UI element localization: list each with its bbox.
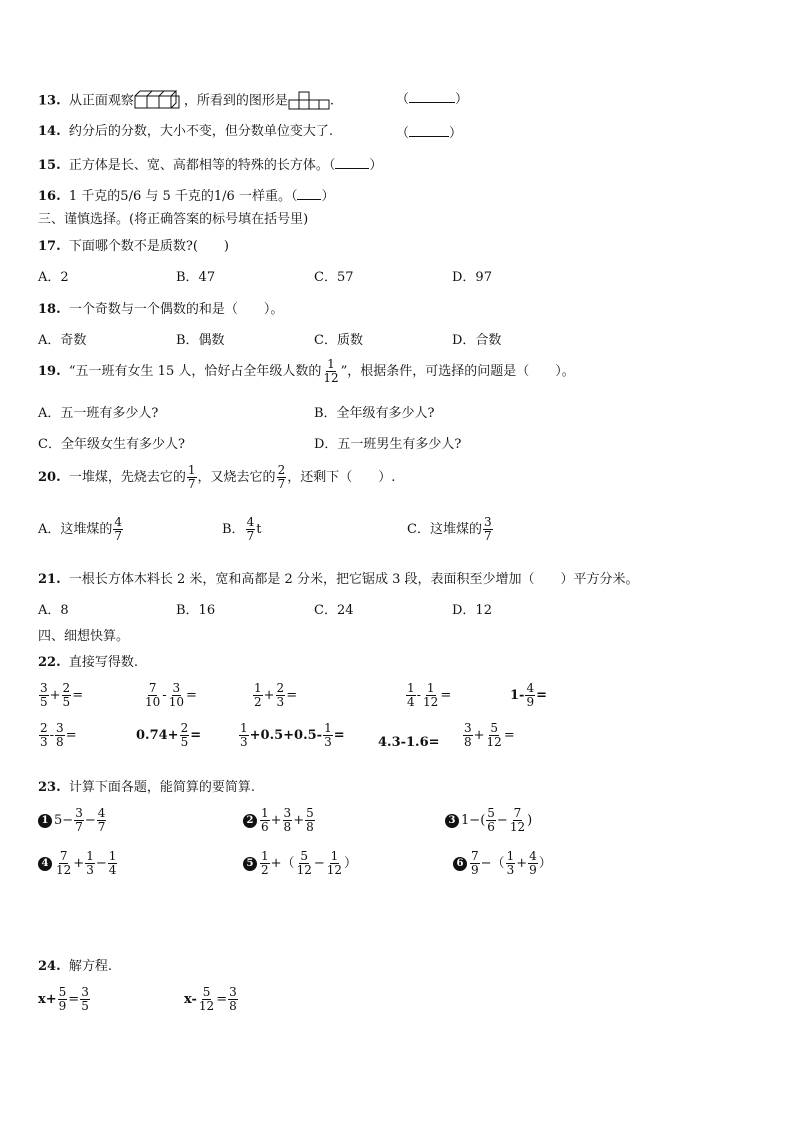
q23-problem-2: 2 $\frac{1}{6}$ + $\frac{3}{8}$ + $\frac{5}{8}$ — [243, 807, 316, 834]
q20-option-b[interactable]: B． $\frac{4}{7}$ t — [222, 515, 262, 543]
q23-problem-6: 6 $\frac{7}{9}$ −（ $\frac{1}{3}$ + $\frac{4}{9}$ ） — [453, 850, 552, 877]
q17-option-a[interactable]: A．2 — [38, 270, 69, 285]
question-19: 19. “五一班有女生 15 人，恰好占全年级人数的 $\frac{1}{12}$ ”，根据条件，可选择的问题是（ ）。 — [38, 357, 575, 385]
q23-problem-3: 3 1−( $\frac{5}{6}$ − $\frac{7}{12}$ ) — [445, 807, 532, 834]
q22-item-1: $\frac{3}{5}$ + $\frac{2}{5}$ = — [40, 681, 84, 709]
q23-problem-4: 4 $\frac{7}{12}$ + $\frac{1}{3}$ − $\frac{1}{4}$ — [38, 850, 118, 877]
q22-item-2: $\frac{7}{10}$ - $\frac{3}{10}$ = — [145, 681, 197, 709]
question-21: 21. 一根长方体木料长 2 米，宽和高都是 2 分米，把它锯成 3 段，表面积至少增加（ ）平方分米。 — [38, 572, 639, 587]
q18-option-d[interactable]: D．合数 — [452, 333, 502, 348]
q21-option-b[interactable]: B．16 — [176, 603, 216, 618]
q22-item-4: $\frac{1}{4}$ - $\frac{1}{12}$ = — [407, 681, 452, 709]
q19-option-d[interactable]: D．五一班男生有多少人? — [314, 437, 462, 452]
section-3-heading: 三、谨慎选择。(将正确答案的标号填在括号里) — [38, 212, 309, 227]
q21-option-d[interactable]: D．12 — [452, 603, 492, 618]
q21-option-c[interactable]: C．24 — [314, 603, 354, 618]
question-18: 18. 一个奇数与一个偶数的和是（ ）。 — [38, 302, 284, 317]
q22-item-10: $\frac{3}{8}$ + $\frac{5}{12}$ = — [464, 721, 515, 749]
q24-equation-1: x+ $\frac{5}{9}$ = $\frac{3}{5}$ — [38, 985, 89, 1013]
q18-option-c[interactable]: C．质数 — [314, 333, 363, 348]
question-14: 14. 约分后的分数，大小不变，但分数单位变大了. — [38, 124, 334, 139]
fraction: $\frac{1}{7}$ — [187, 463, 196, 491]
question-17: 17. 下面哪个数不是质数?( ) — [38, 239, 230, 254]
q22-item-9: 4.3-1.6= — [378, 735, 440, 750]
q22-item-3: $\frac{1}{2}$ + $\frac{2}{3}$ = — [254, 681, 298, 709]
q17-option-b[interactable]: B．47 — [176, 270, 216, 285]
q19-option-b[interactable]: B．全年级有多少人? — [314, 406, 435, 421]
question-24: 24. 解方程. — [38, 959, 113, 974]
question-20: 20. 一堆煤，先烧去它的 $\frac{1}{7}$ ，又烧去它的 $\frac{2}{7}$ ，还剩下（ ）. — [38, 463, 396, 491]
q17-option-d[interactable]: D．97 — [452, 270, 492, 285]
q21-option-a[interactable]: A．8 — [38, 603, 69, 618]
q20-option-c[interactable]: C．这堆煤的 $\frac{3}{7}$ — [407, 515, 492, 543]
q19-option-c[interactable]: C．全年级女生有多少人? — [38, 437, 185, 452]
question-23: 23. 计算下面各题，能简算的要简算. — [38, 780, 256, 795]
answer-blank-14[interactable]: （ ） — [396, 126, 463, 141]
q22-item-5: 1- $\frac{4}{9}$ = — [510, 681, 547, 709]
answer-blank-13[interactable]: （ ） — [396, 92, 469, 107]
q22-item-6: $\frac{2}{3}$ - $\frac{3}{8}$ = — [40, 721, 77, 749]
fraction: $\frac{2}{7}$ — [277, 463, 286, 491]
q24-equation-2: x- $\frac{5}{12}$ = $\frac{3}{8}$ — [184, 985, 237, 1013]
section-4-heading: 四、细想快算。 — [38, 629, 130, 644]
q18-option-b[interactable]: B．偶数 — [176, 333, 225, 348]
answer-blank-16[interactable] — [297, 187, 321, 200]
q23-problem-1: 1 5− $\frac{3}{7}$ − $\frac{4}{7}$ — [38, 807, 107, 834]
question-15: 15. 正方体是长、宽、高都相等的特殊的长方体。（ ） — [38, 158, 383, 173]
cube-front-view-figure — [134, 89, 184, 113]
q20-option-a[interactable]: A．这堆煤的 $\frac{4}{7}$ — [38, 515, 123, 543]
question-13: 13. 从正面观察 ，所看到的图形是 . — [38, 89, 334, 113]
q17-option-c[interactable]: C．57 — [314, 270, 354, 285]
question-16: 16. 1 千克的5/6 与 5 千克的1/6 一样重。（ ） — [38, 189, 335, 204]
q22-item-8: $\frac{1}{3}$ +0.5+0.5- $\frac{1}{3}$ = — [240, 721, 345, 749]
question-22: 22. 直接写得数. — [38, 655, 139, 670]
q19-option-a[interactable]: A．五一班有多少人? — [38, 406, 159, 421]
fraction: $\frac{1}{12}$ — [323, 357, 339, 385]
answer-shape-figure — [288, 91, 330, 111]
q22-item-7: 0.74+ $\frac{2}{5}$ = — [136, 721, 202, 749]
q23-problem-5: 5 $\frac{1}{2}$ +（ $\frac{5}{12}$ − $\frac{1}{12}$ ） — [243, 850, 357, 877]
answer-blank-15[interactable] — [335, 156, 369, 169]
q18-option-a[interactable]: A．奇数 — [38, 333, 87, 348]
